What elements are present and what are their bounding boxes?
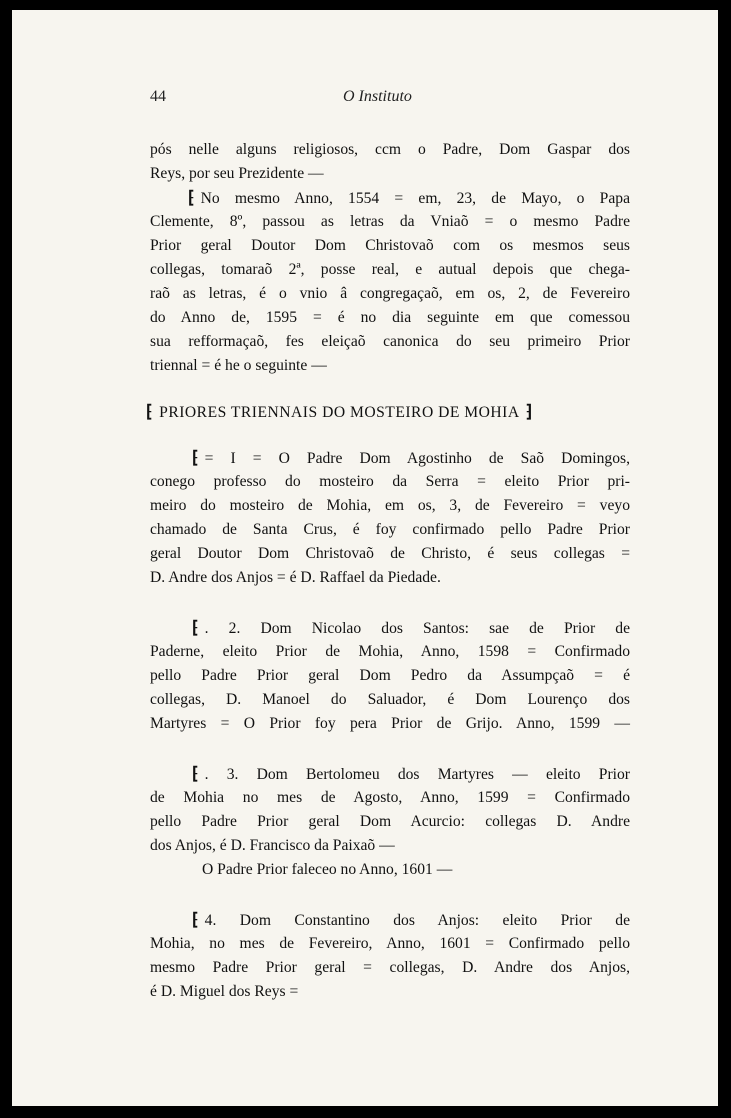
text-line: do Anno de, 1595 = é no dia seguinte em que comessou [150,309,630,326]
text-line: conego professo do mosteiro da Serra = eleito Prior pri- [150,473,630,490]
text-line: D. Andre dos Anjos = é D. Raffael da Piedade. [150,569,441,586]
text-line: 4. Dom Constantino dos Anjos: eleito Prior de [204,912,630,929]
spacer [150,882,630,908]
spacer [150,590,630,616]
closing-mark: ⁆ [525,402,533,421]
text-line: é D. Miguel dos Reys = [150,983,299,1000]
pilcrow-mark: ⁅ [192,448,199,467]
paragraph-continuation [150,138,630,186]
text-line: Reys, por seu Prezidente — [150,165,324,182]
text-line: mesmo Padre Prior geral = collegas, D. Andre dos Anjos, [150,959,630,976]
running-title: O Instituto [343,88,412,105]
text-line: triennal = é he o seguinte — [150,357,327,374]
page-number: 44 [150,88,166,105]
spacer [150,378,630,400]
pilcrow-mark: ⁅ [192,764,199,783]
paragraph-prior-4 [150,908,630,1004]
text-line: pello Padre Prior geral Dom Pedro da Assumpçaõ = é [150,667,630,684]
book-page [12,10,718,1106]
paragraph-anno-1554 [150,186,630,378]
text-line: pós nelle alguns religiosos, ccm o Padre, Dom Gaspar dos [150,141,630,158]
text-line: sua refformaçaõ, fes eleiçaõ canonica do seu primeiro Prior [150,333,630,350]
text-line: No mesmo Anno, 1554 = em, 23, de Mayo, o Papa [200,190,630,207]
heading-text: PRIORES TRIENNAIS DO MOSTEIRO DE MOHIA [159,404,520,421]
spacer [150,424,630,446]
text-line: raõ as letras, é o vnio â congregaçaõ, em os, 2, de Fevereiro [150,285,630,302]
text-line: dos Anjos, é D. Francisco da Paixaõ — [150,837,395,854]
text-line: collegas, tomaraõ 2ª, posse real, e autual depois que chega- [150,261,630,278]
text-line: Mohia, no mes de Fevereiro, Anno, 1601 = Confirmado pello [150,935,630,952]
paragraph-prior-2 [150,616,630,736]
text-line: = I = O Padre Dom Agostinho de Saõ Domingos, [204,450,630,467]
text-line: pello Padre Prior geral Dom Acurcio: collegas D. Andre [150,813,630,830]
text-line-first [150,762,630,786]
pilcrow-mark: ⁅ [192,910,199,929]
text-line: chamado de Santa Crus, é foy confirmado pello Padre Prior [150,521,630,538]
text-line: O Padre Prior faleceo no Anno, 1601 — [202,861,453,878]
text-line: Clemente, 8º, passou as letras da Vniaõ = o mesmo Padre [150,213,630,230]
text-line-first [150,186,630,210]
spacer [150,736,630,762]
text-line-first [150,446,630,470]
page-body [146,138,630,1004]
section-heading [146,400,630,424]
text-line: collegas, D. Manoel do Saluador, é Dom Lourenço dos [150,691,630,708]
text-line: geral Doutor Dom Christovaõ de Christo, é seus collegas = [150,545,630,562]
text-line-first [150,616,630,640]
text-line: . 2. Dom Nicolao dos Santos: sae de Prior de [204,620,630,637]
text-line: Martyres = O Prior foy pera Prior de Grijo. Anno, 1599 — [150,715,630,732]
pilcrow-mark: ⁅ [192,618,199,637]
paragraph-prior-1 [150,446,630,590]
text-line: meiro do mosteiro de Mohia, em os, 3, de Fevereiro = veyo [150,497,630,514]
pilcrow-mark: ⁅ [188,188,195,207]
pilcrow-mark: ⁅ [146,402,154,421]
text-line-first [150,908,630,932]
text-line: de Mohia no mes de Agosto, Anno, 1599 = Confirmado [150,789,630,806]
text-line: Prior geral Doutor Dom Christovaõ com os mesmos seus [150,237,630,254]
paragraph-prior-3 [150,762,630,882]
text-line: . 3. Dom Bertolomeu dos Martyres — eleito Prior [204,766,630,783]
page-header [150,88,620,112]
text-line: Paderne, eleito Prior de Mohia, Anno, 1598 = Confirmado [150,643,630,660]
